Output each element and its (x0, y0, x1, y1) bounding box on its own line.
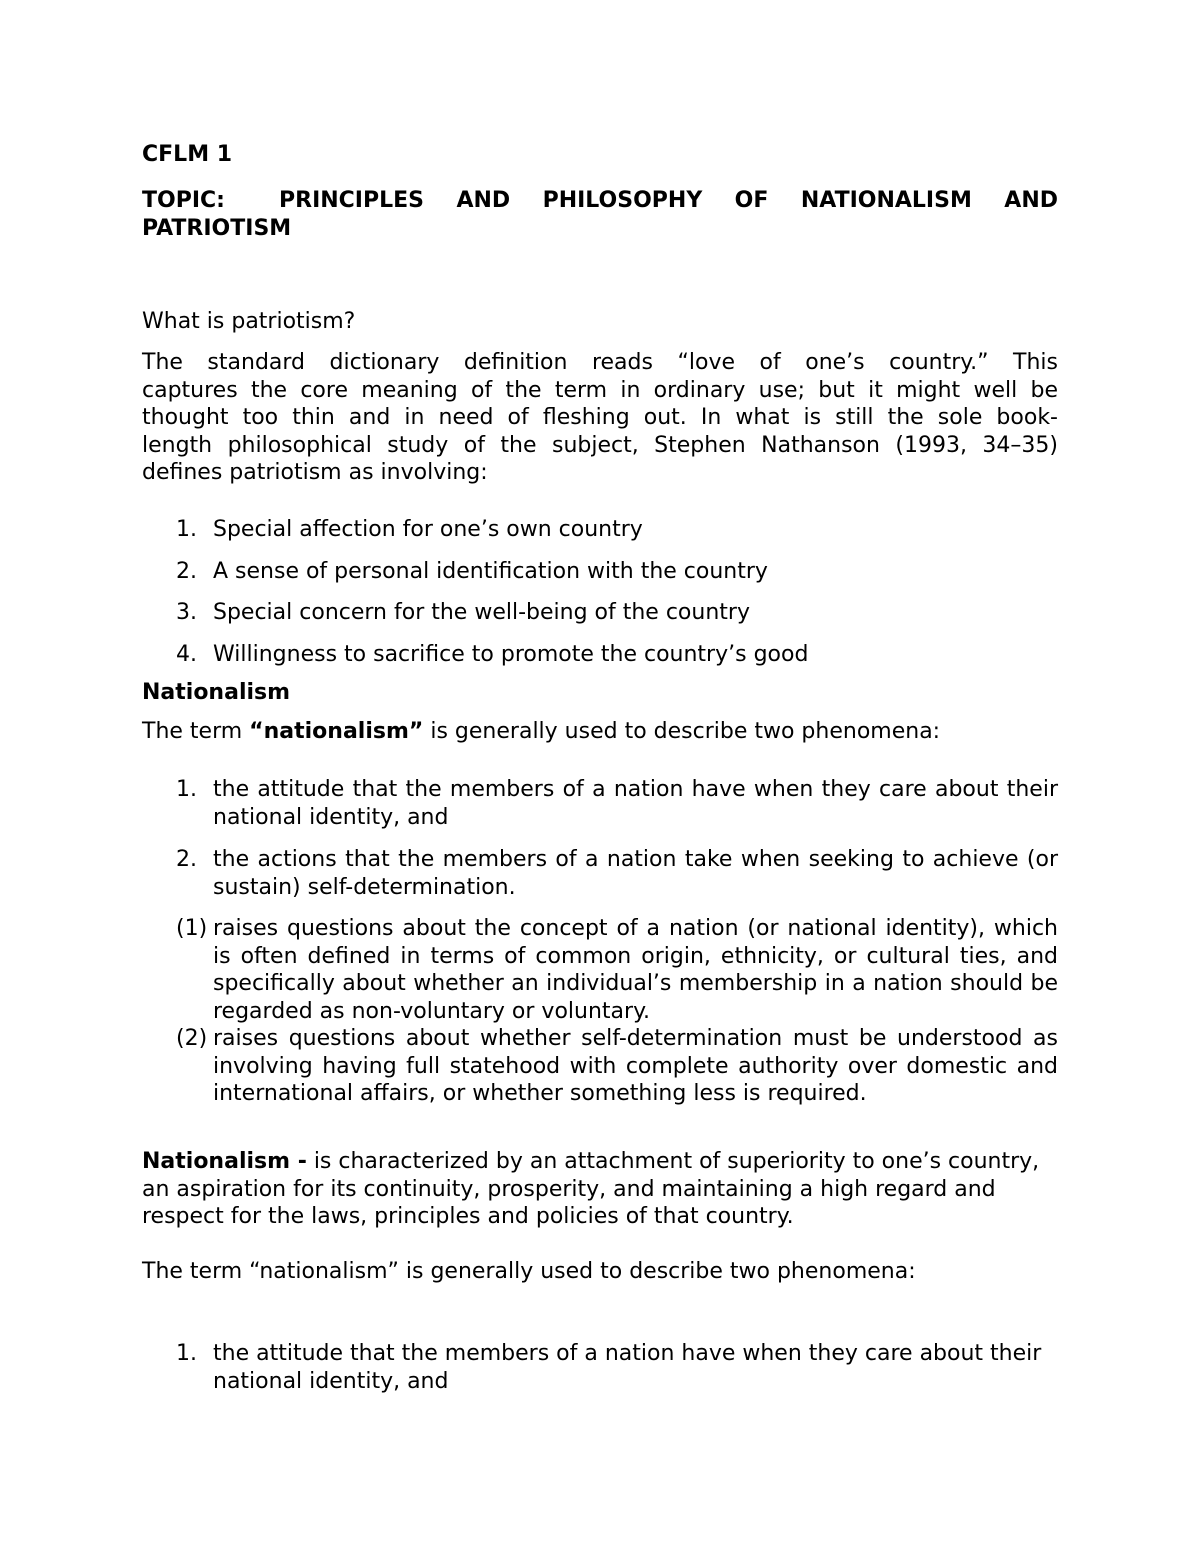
nationalism-heading: Nationalism (142, 680, 291, 705)
list-number: 1. (176, 777, 197, 802)
explanation-item (142, 1025, 1058, 1108)
list-number: 2. (176, 847, 197, 872)
list-item-text: Willingness to sacrifice to promote the country’s good (213, 641, 809, 667)
list-item (142, 599, 1058, 641)
list-item (142, 776, 1058, 831)
list-item (142, 516, 1058, 558)
list-number: 1. (176, 1341, 197, 1366)
paragraph-line: The standard dictionary definition reads “love of one’s country.” This (142, 350, 1058, 375)
list-item-text: the attitude that the members of a nation have when they care about their national identity, and (213, 777, 1058, 830)
paragraph-line: length philosophical study of the subject, Stephen Nathanson (1993, 34–35) (142, 432, 1058, 458)
paragraph-line: defines patriotism as involving: (142, 460, 488, 485)
list-item-text: A sense of personal identification with the country (213, 558, 768, 584)
list-item (142, 1340, 1058, 1395)
topic-heading (142, 187, 1058, 242)
explanation-number: (2) (176, 1026, 208, 1051)
phenomena-explanations (142, 915, 1058, 1108)
list-item-text: Special affection for one’s own country (213, 517, 643, 542)
patriotism-criteria-list (142, 516, 1058, 682)
list-item (142, 641, 1058, 683)
topic-label: TOPIC: (142, 188, 225, 213)
list-number: 4. (176, 641, 197, 667)
nationalism-term: “nationalism” (249, 719, 424, 744)
patriotism-question: What is patriotism? (142, 309, 356, 334)
list-item-text: the actions that the members of a nation take when seeking to achieve (or sustain) self-determination. (213, 847, 1058, 900)
list-item-text: Special concern for the well-being of the country (213, 600, 750, 625)
nationalism-definition (142, 1148, 1042, 1231)
definition-term: Nationalism - (142, 1149, 307, 1174)
patriotism-definition-paragraph (142, 349, 1058, 487)
nationalism-intro (142, 718, 940, 746)
explanation-text: raises questions about whether self-determination must be understood as involving having full statehood with complete authority over domestic and international affairs, or whether something less is required. (213, 1026, 1058, 1106)
list-number: 3. (176, 600, 197, 625)
definition-text: is characterized by an attachment of superiority to one’s country, an aspiration for its continuity, prosperity, and maintaining a high regard and respect for the laws, principles and policies of that country. (142, 1149, 1040, 1229)
list-number: 1. (176, 517, 197, 542)
paragraph-line: thought too thin and in need of fleshing out. In what is still the sole book- (142, 405, 1058, 430)
list-item (142, 558, 1058, 600)
explanation-item (142, 915, 1058, 1025)
intro-text-post: is generally used to describe two phenomena: (423, 719, 941, 744)
topic-text: PRINCIPLES AND PHILOSOPHY OF NATIONALISM AND PATRIOTISM (142, 188, 1058, 241)
list-item-text: the attitude that the members of a nation have when they care about their national identity, and (213, 1341, 1042, 1394)
paragraph-line: captures the core meaning of the term in ordinary use; but it might well be (142, 377, 1058, 403)
explanation-number: (1) (176, 916, 208, 941)
nationalism-intro-repeat: The term “nationalism” is generally used to describe two phenomena: (142, 1259, 916, 1284)
explanation-text: raises questions about the concept of a nation (or national identity), which is often defined in terms of common origin, ethnicity, or cultural ties, and specifically about whether an individual’s membership in a nation should be regarded as non-voluntary or voluntary. (213, 916, 1058, 1024)
phenomena-list-repeat (142, 1340, 1058, 1395)
phenomena-list (142, 776, 1058, 916)
course-code: CFLM 1 (142, 142, 233, 167)
list-item (142, 846, 1058, 901)
list-number: 2. (176, 558, 197, 584)
intro-text-pre: The term (142, 719, 250, 744)
